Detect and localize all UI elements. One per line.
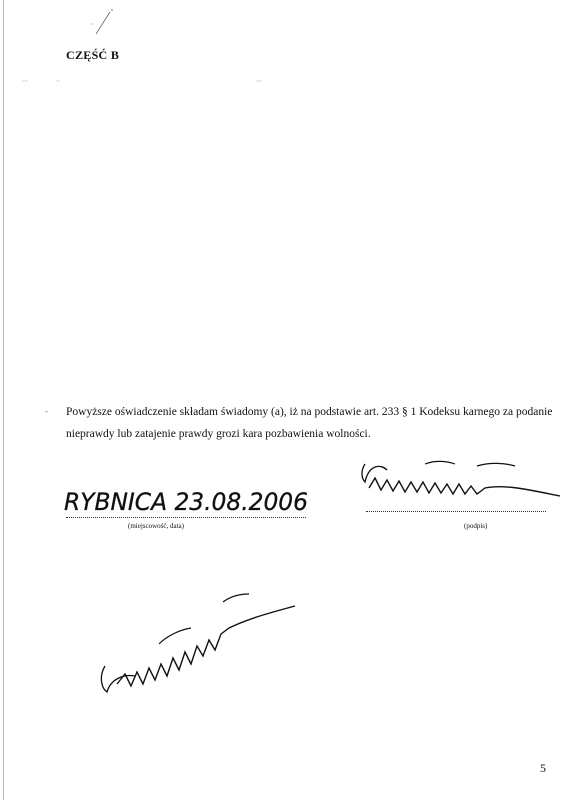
page-number: 5	[540, 761, 546, 775]
second-signature	[95, 588, 305, 708]
place-date-caption: (miejscowość, data)	[128, 522, 184, 530]
handwritten-place-date	[62, 482, 312, 522]
signature-handwritten	[355, 458, 565, 508]
scan-mark	[88, 8, 118, 38]
signature-caption: (podpis)	[464, 522, 488, 530]
page-edge-line	[3, 0, 4, 800]
place-date-text: RYBNICA 23.08.2006	[64, 488, 308, 516]
bullet-mark: -	[45, 406, 48, 416]
place-date-line	[66, 517, 306, 518]
section-title: CZĘŚĆ B	[66, 48, 120, 62]
signature-line	[366, 511, 546, 512]
scan-dots	[20, 76, 280, 86]
declaration-text: Powyższe oświadczenie składam świadomy (a), iż na podstawie art. 233 § 1 Kodeksu karnego za podanie nieprawdy lub zatajenie prawdy grozi kara pozbawienia wolności.	[66, 406, 553, 440]
